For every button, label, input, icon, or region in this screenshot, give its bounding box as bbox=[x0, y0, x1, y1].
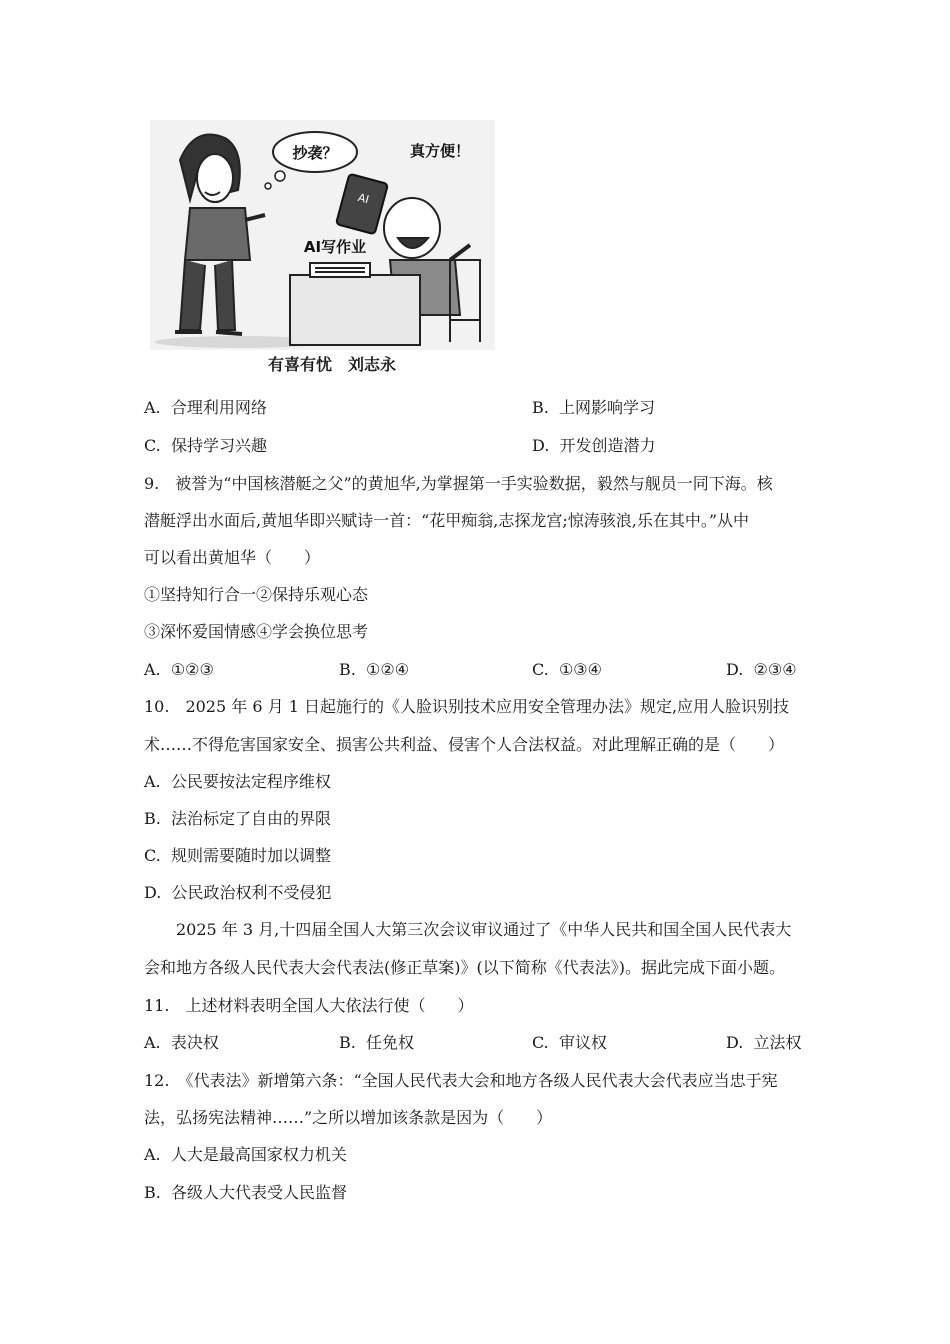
q8-option-c[interactable] bbox=[144, 436, 267, 456]
option-letter: D. bbox=[726, 1033, 744, 1052]
material-line-1: 2025 年 3 月,十四届全国人大第三次会议审议通过了《中华人民共和国全国人民代表大 bbox=[176, 920, 792, 939]
q9-item-line-1: ①坚持知行合一②保持乐观心态 bbox=[144, 585, 369, 604]
q10-option-b[interactable] bbox=[144, 809, 331, 829]
option-text: 公民要按法定程序维权 bbox=[170, 772, 331, 791]
option-letter: B. bbox=[339, 1033, 356, 1052]
option-text: 公民政治权利不受侵犯 bbox=[171, 883, 332, 902]
option-letter: D. bbox=[726, 660, 744, 679]
material-line-2: 会和地方各级人民代表大会代表法(修正草案)》(以下简称《代表法》)。据此完成下面小题。 bbox=[144, 958, 785, 977]
option-text: ①②③ bbox=[170, 660, 214, 679]
option-letter: C. bbox=[144, 436, 161, 455]
ai-label: AI写作业 bbox=[303, 238, 367, 256]
option-text: 任免权 bbox=[366, 1033, 415, 1052]
q11-option-d[interactable] bbox=[726, 1033, 802, 1053]
option-letter: A. bbox=[144, 398, 161, 417]
q9-option-a[interactable] bbox=[144, 660, 214, 680]
option-letter: A. bbox=[144, 660, 161, 679]
option-letter: D. bbox=[144, 883, 162, 902]
option-text: 合理利用网络 bbox=[170, 398, 267, 417]
option-letter: A. bbox=[144, 1033, 161, 1052]
q9-option-c[interactable] bbox=[532, 660, 602, 680]
q10-option-a[interactable] bbox=[144, 772, 331, 792]
q8-option-d[interactable] bbox=[532, 436, 656, 456]
q12-stem-line-2: 法，弘扬宪法精神……”之所以增加该条款是因为（ ） bbox=[144, 1108, 553, 1127]
option-letter: C. bbox=[532, 1033, 549, 1052]
bubble-text: 抄袭？ bbox=[292, 144, 338, 162]
exclaim-text: 真方便！ bbox=[409, 142, 471, 160]
option-text: 规则需要随时加以调整 bbox=[170, 846, 331, 865]
option-text: ①②④ bbox=[366, 660, 410, 679]
option-letter: A. bbox=[144, 1145, 161, 1164]
q9-stem-line-2: 潜艇浮出水面后,黄旭华即兴赋诗一首：“花甲痴翁,志探龙宫;惊涛骇浪,乐在其中。”从中 bbox=[144, 511, 750, 530]
q12-stem-line-1: 12. 《代表法》新增第六条：“全国人民代表大会和地方各级人民代表大会代表应当忠于宪 bbox=[144, 1071, 778, 1090]
q9-item-line-2: ③深怀爱国情感④学会换位思考 bbox=[144, 622, 369, 641]
q9-stem-line-3: 可以看出黄旭华（ ） bbox=[144, 548, 321, 567]
option-text: 上网影响学习 bbox=[559, 398, 656, 417]
option-text: 保持学习兴趣 bbox=[170, 436, 267, 455]
option-letter: C. bbox=[144, 846, 161, 865]
option-text: ①③④ bbox=[558, 660, 602, 679]
option-text: 法治标定了自由的界限 bbox=[171, 809, 332, 828]
desk bbox=[290, 263, 420, 345]
cartoon-illustration bbox=[150, 120, 495, 350]
q12-option-b[interactable] bbox=[144, 1183, 347, 1203]
option-text: 人大是最高国家权力机关 bbox=[170, 1145, 347, 1164]
option-letter: A. bbox=[144, 772, 161, 791]
option-letter: B. bbox=[339, 660, 356, 679]
q9-option-b[interactable] bbox=[339, 660, 409, 680]
option-text: 表决权 bbox=[170, 1033, 219, 1052]
q9-stem-line-1: 9. 被誉为“中国核潜艇之父”的黄旭华,为掌握第一手实验数据，毅然与舰员一同下海。核 bbox=[144, 474, 773, 493]
q11-option-a[interactable] bbox=[144, 1033, 219, 1053]
option-text: 审议权 bbox=[558, 1033, 607, 1052]
option-text: 立法权 bbox=[753, 1033, 802, 1052]
option-letter: D. bbox=[532, 436, 550, 455]
q11-option-c[interactable] bbox=[532, 1033, 607, 1053]
option-text: ②③④ bbox=[753, 660, 797, 679]
q10-stem-line-1: 10. 2025 年 6 月 1 日起施行的《人脸识别技术应用安全管理办法》规定,应用人脸识别技 bbox=[144, 697, 790, 716]
q9-option-d[interactable] bbox=[726, 660, 797, 680]
svg-text:AI: AI bbox=[356, 191, 371, 207]
option-letter: C. bbox=[532, 660, 549, 679]
option-text: 各级人大代表受人民监督 bbox=[171, 1183, 348, 1202]
q11-stem: 11. 上述材料表明全国人大依法行使（ ） bbox=[144, 996, 474, 1015]
q10-option-c[interactable] bbox=[144, 846, 331, 866]
q8-option-a[interactable] bbox=[144, 398, 267, 418]
option-letter: B. bbox=[532, 398, 549, 417]
option-letter: B. bbox=[144, 809, 161, 828]
q8-option-b[interactable] bbox=[532, 398, 655, 418]
option-letter: B. bbox=[144, 1183, 161, 1202]
cartoon-caption: 有喜有忧 刘志永 bbox=[268, 355, 397, 374]
q10-stem-line-2: 术……不得危害国家安全、损害公共利益、侵害个人合法权益。对此理解正确的是（ ） bbox=[144, 735, 785, 754]
q12-option-a[interactable] bbox=[144, 1145, 347, 1165]
q11-option-b[interactable] bbox=[339, 1033, 414, 1053]
q10-option-d[interactable] bbox=[144, 883, 332, 903]
option-text: 开发创造潜力 bbox=[559, 436, 656, 455]
